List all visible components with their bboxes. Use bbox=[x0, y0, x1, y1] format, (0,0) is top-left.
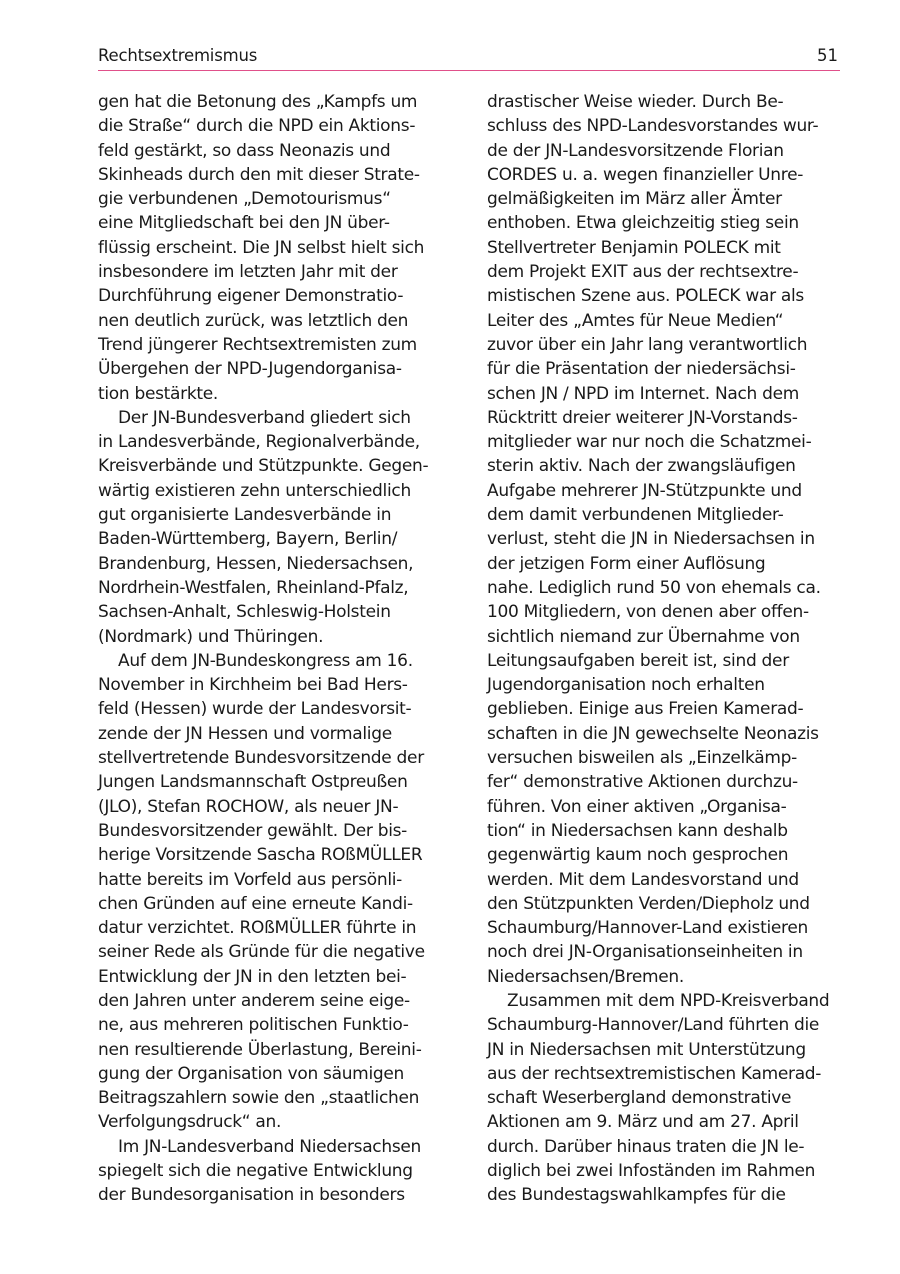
text-line: gie verbundenen „Demotourismus“ bbox=[98, 189, 391, 210]
text-line: den Jahren unter anderem seine eige- bbox=[98, 990, 410, 1011]
text-line: nen resultierende Überlastung, Bereini- bbox=[98, 1039, 422, 1060]
text-line: zende der JN Hessen und vormalige bbox=[98, 723, 392, 744]
text-line: herige Vorsitzende Sascha ROßMÜLLER bbox=[98, 845, 423, 866]
text-line: Leitungsaufgaben bereit ist, sind der bbox=[487, 650, 789, 671]
text-line: eine Mitgliedschaft bei den JN über- bbox=[98, 213, 390, 234]
text-line: feld gestärkt, so dass Neonazis und bbox=[98, 140, 391, 161]
text-line: Jugendorganisation noch erhalten bbox=[487, 675, 765, 696]
text-line: ne, aus mehreren politischen Funktio- bbox=[98, 1015, 409, 1036]
running-header bbox=[98, 44, 840, 71]
text-line: schluss des NPD-Landesvorstandes wur- bbox=[487, 116, 819, 137]
paragraph bbox=[98, 90, 450, 406]
text-line: November in Kirchheim bei Bad Hers- bbox=[98, 675, 408, 696]
text-line: feld (Hessen) wurde der Landesvorsit- bbox=[98, 699, 412, 720]
text-line: drastischer Weise wieder. Durch Be- bbox=[487, 92, 784, 112]
text-line: de der JN-Landesvorsitzende Florian bbox=[487, 140, 784, 161]
text-line: Nordrhein-Westfalen, Rheinland-Pfalz, bbox=[98, 577, 409, 598]
text-line: Leiter des „Amtes für Neue Medien“ bbox=[487, 310, 784, 331]
text-line: Stellvertreter Benjamin POLECK mit bbox=[487, 237, 781, 258]
text-line: dem Projekt EXIT aus der rechtsextre- bbox=[487, 262, 799, 283]
text-line: wärtig existieren zehn unterschiedlich bbox=[98, 480, 411, 501]
text-line: Baden-Württemberg, Bayern, Berlin/ bbox=[98, 529, 398, 550]
text-line: tion bestärkte. bbox=[98, 383, 219, 404]
right-text-column bbox=[487, 90, 839, 1208]
text-line: flüssig erscheint. Die JN selbst hielt sich bbox=[98, 237, 425, 258]
text-line: Schaumburg-Hannover/Land führten die bbox=[487, 1015, 820, 1036]
text-line: Kreisverbände und Stützpunkte. Gegen- bbox=[98, 456, 429, 477]
text-line: sichtlich niemand zur Übernahme von bbox=[487, 626, 800, 647]
text-line: hatte bereits im Vorfeld aus persönli- bbox=[98, 869, 403, 890]
text-line: Auf dem JN-Bundeskongress am 16. bbox=[118, 650, 413, 671]
paragraph bbox=[487, 90, 839, 989]
text-line: verlust, steht die JN in Niedersachsen in bbox=[487, 529, 815, 550]
page-number: 51 bbox=[817, 46, 838, 65]
paragraph bbox=[98, 406, 450, 649]
text-line: mitglieder war nur noch die Schatzmei- bbox=[487, 432, 812, 453]
text-line: insbesondere im letzten Jahr mit der bbox=[98, 262, 398, 283]
text-line: fer“ demonstrative Aktionen durchzu- bbox=[487, 772, 798, 793]
text-line: chen Gründen auf eine erneute Kandi- bbox=[98, 893, 413, 914]
text-line: dem damit verbundenen Mitglieder- bbox=[487, 505, 784, 526]
text-line: nahe. Lediglich rund 50 von ehemals ca. bbox=[487, 577, 821, 598]
text-line: des Bundestagswahlkampfes für die bbox=[487, 1185, 786, 1206]
text-line: die Straße“ durch die NPD ein Aktions- bbox=[98, 116, 416, 137]
text-line: datur verzichtet. ROßMÜLLER führte in bbox=[98, 918, 417, 939]
text-line: Entwicklung der JN in den letzten bei- bbox=[98, 966, 407, 987]
text-line: für die Präsentation der niedersächsi- bbox=[487, 359, 796, 380]
text-line: enthoben. Etwa gleichzeitig stieg sein bbox=[487, 213, 799, 234]
text-line: nen deutlich zurück, was letztlich den bbox=[98, 310, 409, 331]
text-line: Aktionen am 9. März und am 27. April bbox=[487, 1112, 799, 1133]
text-line: mistischen Szene aus. POLECK war als bbox=[487, 286, 804, 307]
running-title: Rechtsextremismus bbox=[98, 46, 258, 65]
text-line: durch. Darüber hinaus traten die JN le- bbox=[487, 1136, 805, 1157]
text-line: in Landesverbände, Regionalverbände, bbox=[98, 432, 420, 453]
text-line: Rücktritt dreier weiterer JN-Vorstands- bbox=[487, 407, 798, 428]
text-line: zuvor über ein Jahr lang verantwortlich bbox=[487, 334, 808, 355]
text-line: JN in Niedersachsen mit Unterstützung bbox=[487, 1039, 806, 1060]
text-line: Übergehen der NPD-Jugendorganisa- bbox=[98, 359, 402, 380]
text-line: (JLO), Stefan ROCHOW, als neuer JN- bbox=[98, 796, 399, 817]
text-line: versuchen bisweilen als „Einzelkämp- bbox=[487, 748, 797, 769]
text-line: Brandenburg, Hessen, Niedersachsen, bbox=[98, 553, 414, 574]
text-line: Zusammen mit dem NPD-Kreisverband bbox=[507, 990, 830, 1011]
text-line: Im JN-Landesverband Niedersachsen bbox=[118, 1136, 422, 1157]
text-line: gung der Organisation von säumigen bbox=[98, 1063, 404, 1084]
paragraph bbox=[98, 649, 450, 1135]
text-line: gut organisierte Landesverbände in bbox=[98, 505, 392, 526]
text-line: führen. Von einer aktiven „Organisa- bbox=[487, 796, 787, 817]
text-line: der Bundesorganisation in besonders bbox=[98, 1185, 405, 1206]
text-line: stellvertretende Bundesvorsitzende der bbox=[98, 748, 424, 769]
text-line: schen JN / NPD im Internet. Nach dem bbox=[487, 383, 800, 404]
text-line: Beitragszahlern sowie den „staatlichen bbox=[98, 1088, 420, 1109]
paragraph bbox=[98, 1135, 450, 1208]
text-line: tion“ in Niedersachsen kann deshalb bbox=[487, 820, 788, 841]
text-line: schaft Weserbergland demonstrative bbox=[487, 1088, 792, 1109]
text-line: den Stützpunkten Verden/Diepholz und bbox=[487, 893, 810, 914]
text-line: noch drei JN-Organisationseinheiten in bbox=[487, 942, 803, 963]
text-line: gen hat die Betonung des „Kampfs um bbox=[98, 92, 418, 112]
text-line: gegenwärtig kaum noch gesprochen bbox=[487, 845, 789, 866]
text-line: gelmäßigkeiten im März aller Ämter bbox=[487, 189, 782, 210]
text-line: aus der rechtsextremistischen Kamerad- bbox=[487, 1063, 822, 1084]
text-line: 100 Mitgliedern, von denen aber offen- bbox=[487, 602, 809, 623]
text-line: Verfolgungsdruck“ an. bbox=[98, 1112, 282, 1133]
paragraph bbox=[487, 989, 839, 1208]
text-line: Bundesvorsitzender gewählt. Der bis- bbox=[98, 820, 408, 841]
text-line: diglich bei zwei Infoständen im Rahmen bbox=[487, 1161, 816, 1182]
text-line: Skinheads durch den mit dieser Strate- bbox=[98, 164, 420, 185]
text-line: spiegelt sich die negative Entwicklung bbox=[98, 1161, 413, 1182]
text-line: Schaumburg/Hannover-Land existieren bbox=[487, 918, 809, 939]
text-line: sterin aktiv. Nach der zwangsläufigen bbox=[487, 456, 796, 477]
text-line: (Nordmark) und Thüringen. bbox=[98, 626, 324, 647]
text-line: CORDES u. a. wegen finanzieller Unre- bbox=[487, 164, 804, 185]
text-line: der jetzigen Form einer Auflösung bbox=[487, 553, 766, 574]
text-line: Jungen Landsmannschaft Ostpreußen bbox=[98, 772, 408, 793]
text-line: Durchführung eigener Demonstratio- bbox=[98, 286, 404, 307]
text-line: seiner Rede als Gründe für die negative bbox=[98, 942, 425, 963]
text-line: Sachsen-Anhalt, Schleswig-Holstein bbox=[98, 602, 391, 623]
text-line: werden. Mit dem Landesvorstand und bbox=[487, 869, 799, 890]
text-line: Niedersachsen/Bremen. bbox=[487, 966, 684, 987]
text-line: Trend jüngerer Rechtsextremisten zum bbox=[98, 334, 417, 355]
text-line: Aufgabe mehrerer JN-Stützpunkte und bbox=[487, 480, 802, 501]
text-line: schaften in die JN gewechselte Neonazis bbox=[487, 723, 819, 744]
text-line: geblieben. Einige aus Freien Kamerad- bbox=[487, 699, 804, 720]
left-text-column bbox=[98, 90, 450, 1208]
text-line: Der JN-Bundesverband gliedert sich bbox=[118, 407, 411, 428]
